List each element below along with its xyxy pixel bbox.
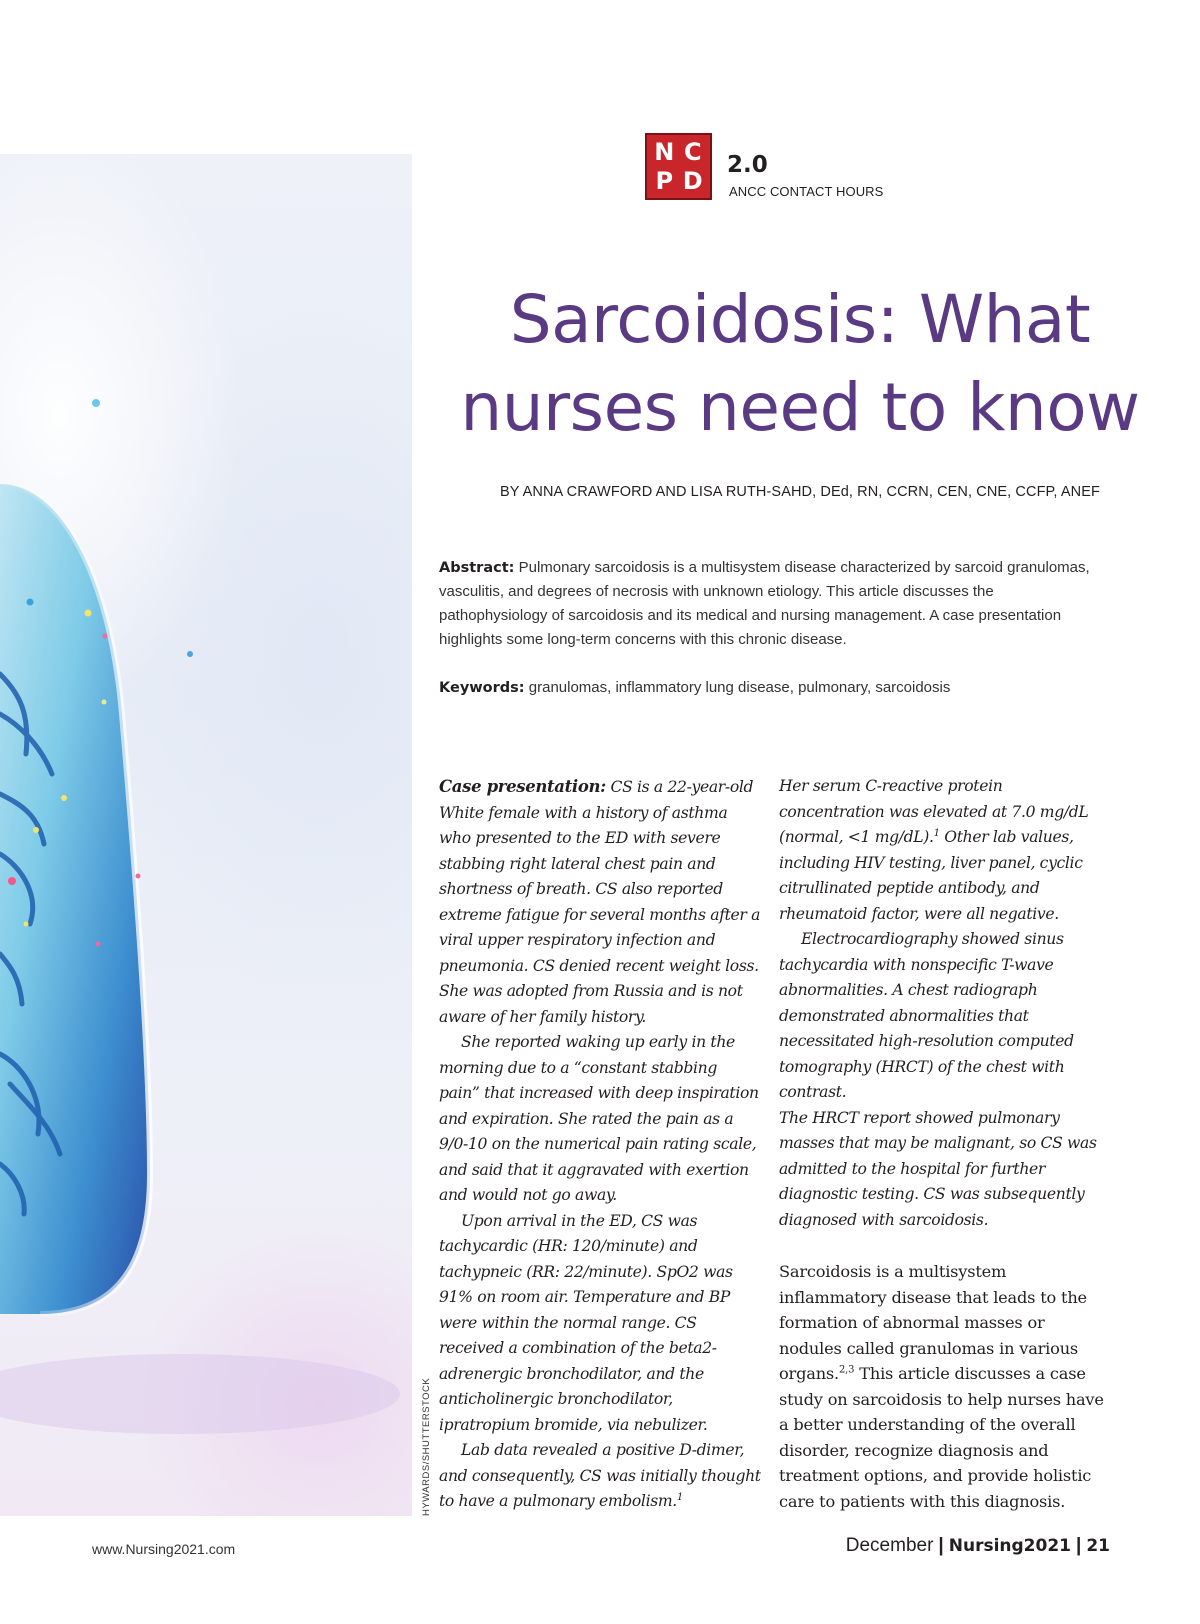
citation-ref: 1: [676, 1491, 683, 1503]
website-url: www.Nursing2021.com: [92, 1541, 236, 1557]
body-paragraph: She reported waking up early in the morning due to a “constant stabbing pain” that increased with deep inspiration and expiration. She rated the pain as a 9/0-10 on the numerical pain rating scale, and said that it aggravated with exertion and would not go away.: [439, 1033, 759, 1204]
body-paragraph: Upon arrival in the ED, CS was tachycardic (HR: 120/minute) and tachypneic (RR: 22/minute). SpO2 was 91% on room air. Temperature and BP were within the normal range. CS received a combination of the beta2-adrenergic bronchodilator, and the anticholinergic bronchodilator, ipratropium bromide, via nebulizer.: [439, 1211, 733, 1434]
badge-letter: D: [682, 166, 703, 195]
case-presentation-label: Case presentation:: [439, 777, 606, 796]
lung-illustration: [0, 154, 412, 1516]
keywords: [439, 676, 1093, 700]
abstract-text: Pulmonary sarcoidosis is a multisystem disease characterized by sarcoid granulomas, vasculitis, and degrees of necrosis with unknown etiology. This article discusses the pathophysiology of sarcoidosis and its medical and nursing management. A case presentation highlights some long-term concerns with this chronic disease.: [439, 559, 1090, 648]
journal-name: Nursing2021: [948, 1536, 1071, 1556]
body-paragraph: Electrocardiography showed sinus tachycardia with nonspecific T-wave abnormalities. A chest radiograph demonstrated abnormalities that necessitated high-resolution computed tomography (HRCT) of the chest with contrast.: [779, 930, 1074, 1101]
page-number: 21: [1086, 1536, 1110, 1556]
photo-credit: HYWARDS/SHUTTERSTOCK: [421, 1377, 432, 1516]
contact-hours-value: 2.0: [727, 152, 768, 178]
citation-ref: 1: [933, 827, 940, 839]
article-title: Sarcoidosis: What nurses need to know: [460, 281, 1140, 446]
body-column-right: [779, 774, 1104, 1514]
body-paragraph: Her serum C-reactive protein concentration was elevated at 7.0 mg/dL (normal, <1 mg/dL).$^1$ Other lab values, including HIV testing, liver panel, cyclic citrullinated peptide antibody, and rheumatoid factor, were all negative.: [779, 777, 1089, 923]
badge-letter: N: [654, 138, 675, 166]
citation-ref: 2,3: [838, 1364, 855, 1376]
ncpd-badge: [645, 133, 712, 200]
body-paragraph: Sarcoidosis is a multisystem inflammatory disease that leads to the formation of abnormal masses or nodules called granulomas in various organs.$^{2,3}$ This article discusses a case study on sarcoidosis to help nurses have a better understanding of the overall disorder, recognize diagnosis and treatment options, and provide holistic care to patients with this diagnosis.: [779, 1262, 1104, 1511]
contact-hours-label: ANCC CONTACT HOURS: [729, 184, 884, 199]
body-paragraph: Case presentation: CS is a 22-year-old White female with a history of asthma who presented to the ED with severe stabbing right lateral chest pain and shortness of breath. CS also reported extreme fatigue for several months after a viral upper respiratory infection and pneumonia. CS denied recent weight loss. She was adopted from Russia and is not aware of her family history.: [439, 777, 761, 1026]
article-byline: BY ANNA CRAWFORD AND LISA RUTH-SAHD, DEd, RN, CCRN, CEN, CNE, CCFP, ANEF: [500, 484, 1100, 500]
keywords-text: granulomas, inflammatory lung disease, pulmonary, sarcoidosis: [528, 679, 951, 696]
abstract-label: Abstract:: [439, 560, 515, 576]
body-column-left: [439, 774, 761, 1515]
lung-graphic: [0, 154, 412, 1516]
badge-letter: P: [655, 166, 674, 195]
body-paragraph: The HRCT report showed pulmonary masses that may be malignant, so CS was admitted to the hospital for further diagnostic testing. CS was subsequently diagnosed with sarcoidosis.: [779, 1108, 1097, 1229]
badge-letter: C: [683, 138, 702, 166]
body-paragraph: Lab data revealed a positive D-dimer, and consequently, CS was initially thought to have a pulmonary embolism.$^1$: [439, 1441, 761, 1510]
abstract: [439, 556, 1093, 652]
page-folio: December | Nursing2021 | 21: [845, 1535, 1110, 1556]
keywords-label: Keywords:: [439, 680, 525, 696]
issue-month: December: [845, 1535, 934, 1556]
